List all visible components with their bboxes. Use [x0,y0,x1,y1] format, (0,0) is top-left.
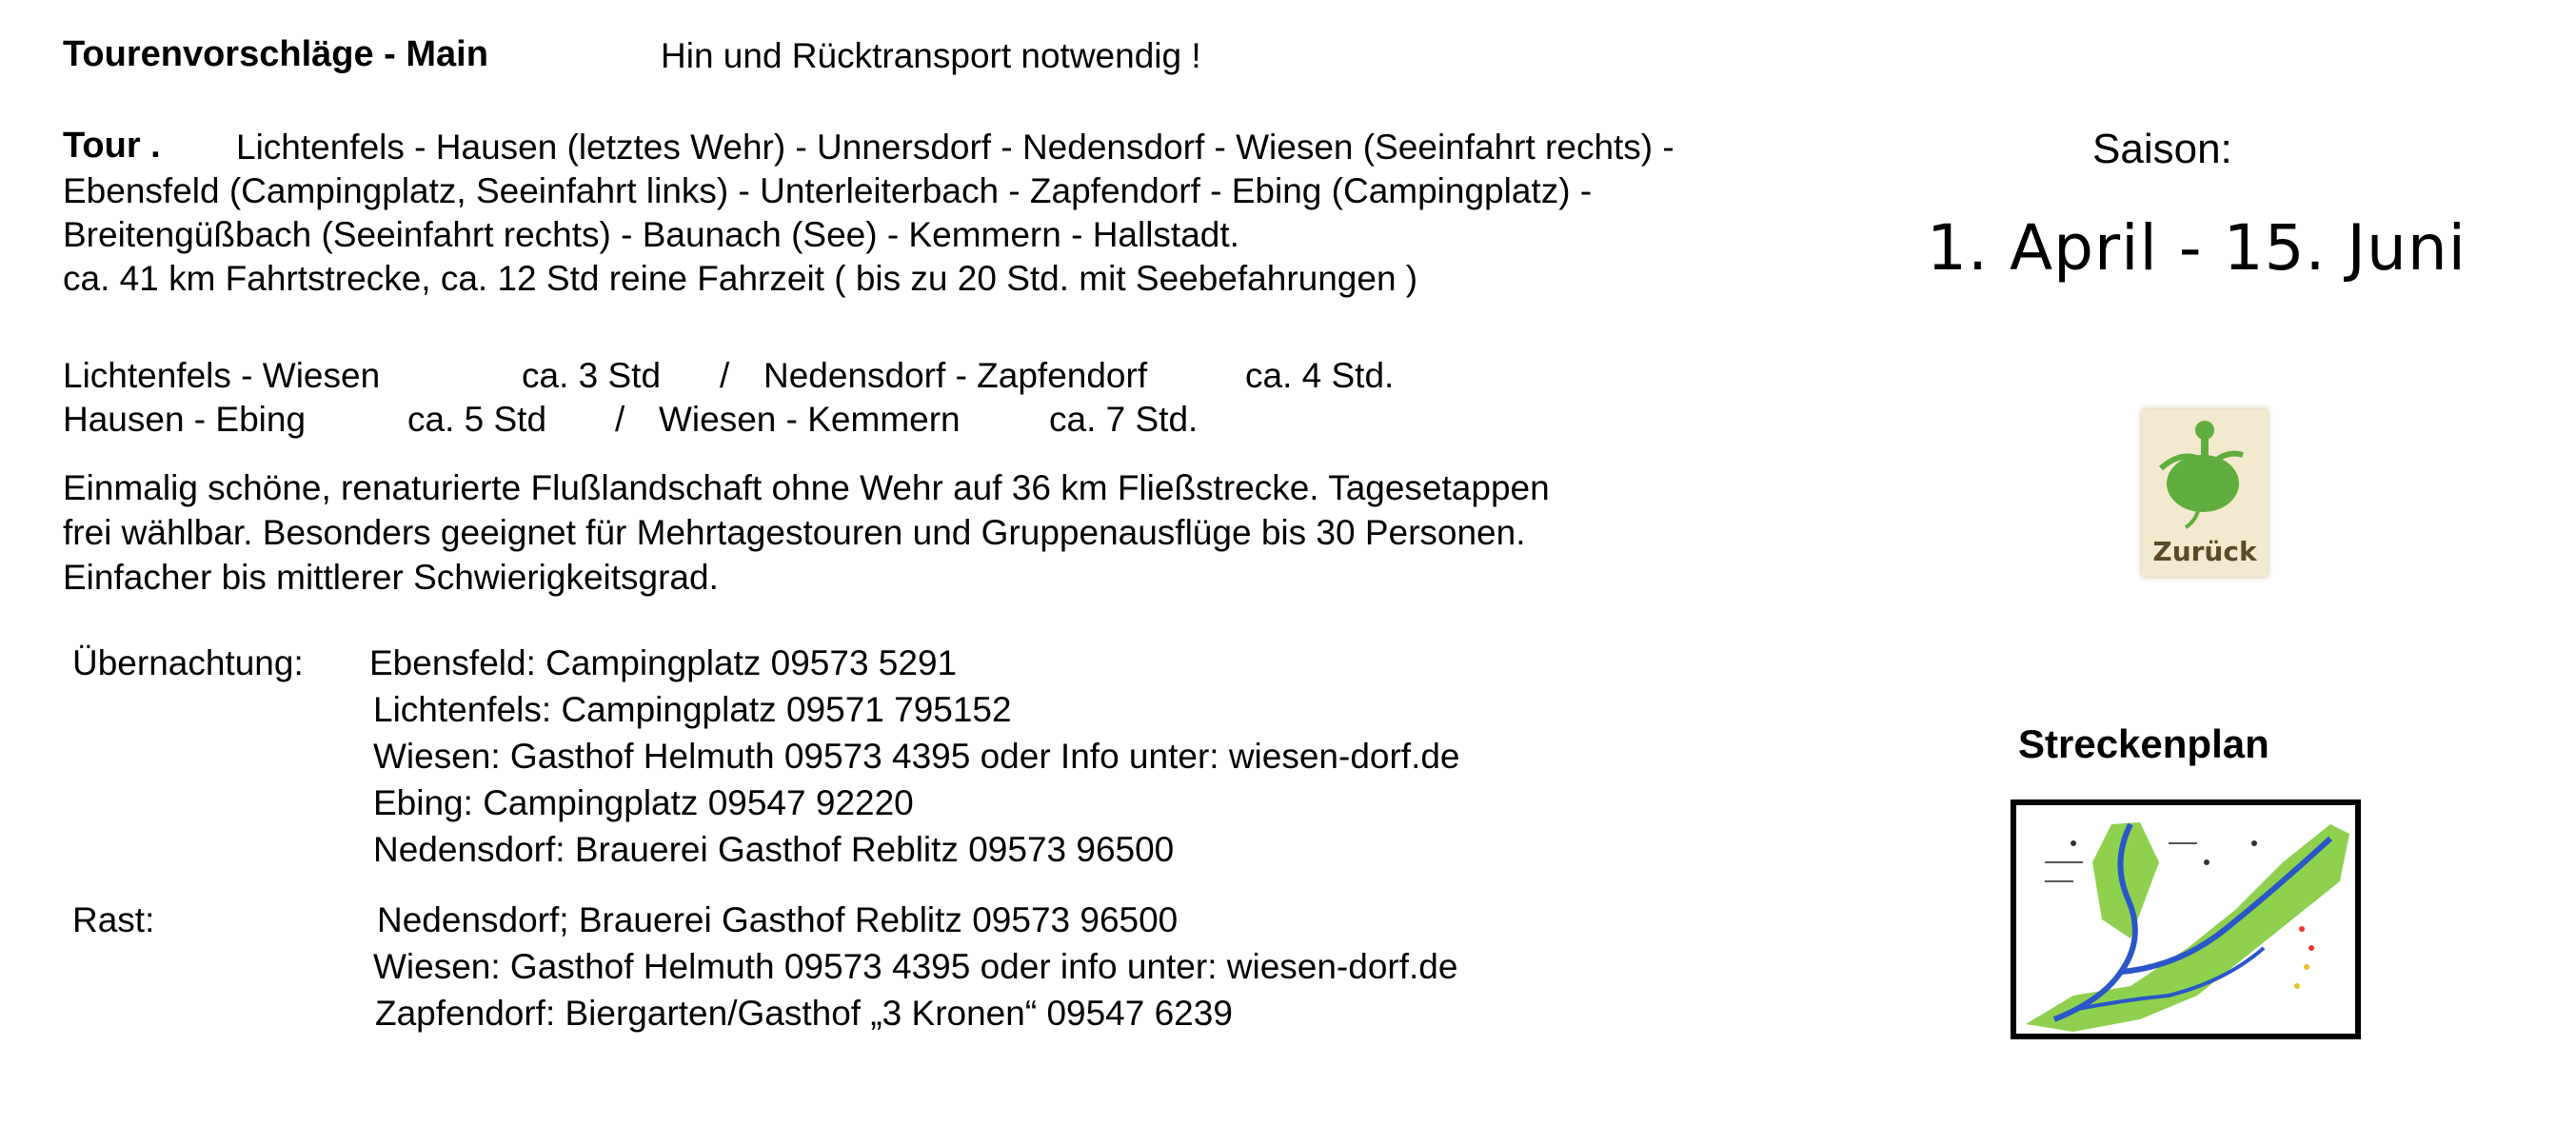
overnight-label: Übernachtung: [72,643,304,682]
segment-2a-time: ca. 5 Std [407,400,547,439]
river-map-image [2016,805,2355,1034]
overnight-entry: Wiesen: Gasthof Helmuth 09573 4395 oder Info unter: wiesen-dorf.de [373,737,1460,776]
transport-note: Hin und Rücktransport notwendig ! [661,36,1201,75]
overnight-entry: Lichtenfels: Campingplatz 09571 795152 [373,690,1012,729]
segment-2b-time: ca. 7 Std. [1049,400,1199,439]
segment-1b-time: ca. 4 Std. [1245,356,1395,395]
rest-entry: Wiesen: Gasthof Helmuth 09573 4395 oder info unter: wiesen-dorf.de [373,947,1458,986]
back-button-label: Zurück [2152,536,2257,567]
segment-1a-time: ca. 3 Std [522,356,662,395]
description-line-3: Einfacher bis mittlerer Schwierigkeitsgrad. [63,558,719,597]
tour-line-4: ca. 41 km Fahrtstrecke, ca. 12 Std reine Fahrzeit ( bis zu 20 Std. mit Seebefahrungen ) [63,259,1418,298]
season-dates: 1. April - 15. Juni [1927,211,2467,285]
segment-2b-route: Wiesen - Kemmern [659,400,961,439]
segment-1a-route: Lichtenfels - Wiesen [63,356,381,395]
route-map-title: Streckenplan [2018,721,2269,766]
rest-entry: Nedensdorf; Brauerei Gasthof Reblitz 09573 96500 [377,900,1179,939]
overnight-entry: Nedensdorf: Brauerei Gasthof Reblitz 09573 96500 [373,830,1175,869]
segment-2a-route: Hausen - Ebing [63,400,307,439]
segment-1-separator: / [720,356,730,395]
route-map-thumbnail[interactable] [2011,799,2361,1039]
overnight-entry: Ebensfeld: Campingplatz 09573 5291 [369,643,958,682]
rest-label: Rast: [72,900,155,939]
segment-1b-route: Nedensdorf - Zapfendorf [763,356,1148,395]
rest-entry: Zapfendorf: Biergarten/Gasthof „3 Kronen“ 09547 6239 [375,994,1233,1033]
tour-line-3: Breitengüßbach (Seeinfahrt rechts) - Baunach (See) - Kemmern - Hallstadt. [63,215,1239,254]
segment-2-separator: / [615,400,625,439]
tour-label: Tour . [63,126,161,166]
turnip-icon [2142,409,2268,533]
back-button[interactable] [2142,409,2268,577]
tour-line-2: Ebensfeld (Campingplatz, Seeinfahrt links) - Unterleiterbach - Zapfendorf - Ebing (Campingplatz) - [63,171,1593,210]
description-line-1: Einmalig schöne, renaturierte Flußlandschaft ohne Wehr auf 36 km Fließstrecke. Tagesetappen [63,468,1550,507]
season-label: Saison: [2092,126,2232,172]
tour-line-1: Lichtenfels - Hausen (letztes Wehr) - Unnersdorf - Nedensdorf - Wiesen (Seeinfahrt rechts) - [236,128,1674,167]
overnight-entry: Ebing: Campingplatz 09547 92220 [373,783,914,822]
page-title: Tourenvorschläge - Main [63,34,488,74]
description-line-2: frei wählbar. Besonders geeignet für Mehrtagestouren und Gruppenausflüge bis 30 Personen. [63,513,1526,552]
